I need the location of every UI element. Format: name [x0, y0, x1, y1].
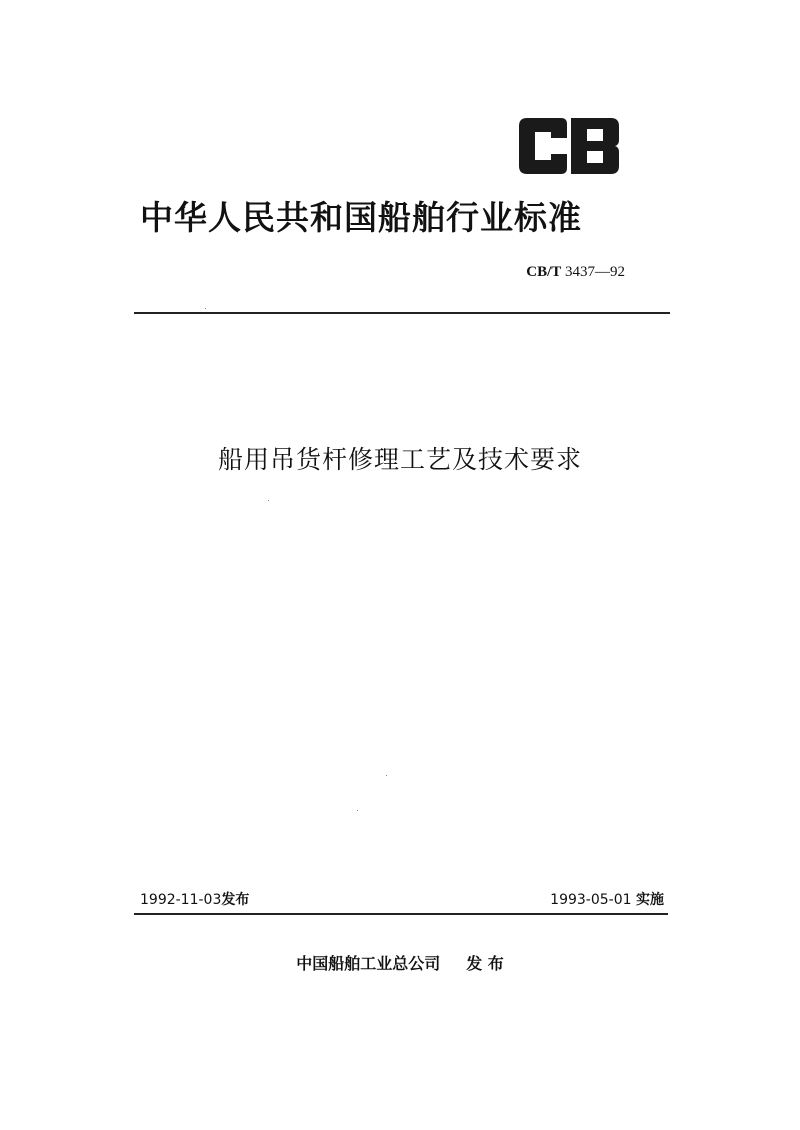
issue-label: 发布	[221, 892, 250, 908]
cb-logo-mark	[517, 118, 621, 174]
effective-date-line	[470, 890, 664, 910]
publisher-line	[200, 952, 600, 976]
scan-speck	[205, 308, 206, 309]
effective-date: 1993-05-01	[550, 892, 632, 908]
scan-speck	[357, 810, 358, 811]
scan-speck	[268, 500, 269, 501]
standard-number-code: 3437—92	[565, 264, 625, 280]
issuing-standard-category: 中华人民共和国船舶行业标准	[140, 198, 582, 237]
header-divider	[134, 312, 670, 314]
cb-logo	[517, 118, 621, 174]
document-title: 船用吊货杆修理工艺及技术要求	[217, 445, 582, 474]
scan-speck	[386, 775, 387, 776]
effective-label: 实施	[636, 892, 664, 908]
footer-divider	[134, 913, 668, 915]
issue-date: 1992-11-03	[140, 892, 222, 908]
issue-date-line	[140, 890, 249, 910]
cb-logo-letter-b	[571, 118, 619, 174]
publish-label: 发 布	[466, 954, 504, 973]
standard-number-prefix: CB/T	[526, 264, 562, 280]
standard-number	[470, 262, 625, 282]
cb-logo-letter-c	[519, 118, 567, 174]
publisher-name: 中国船舶工业总公司	[296, 954, 441, 973]
